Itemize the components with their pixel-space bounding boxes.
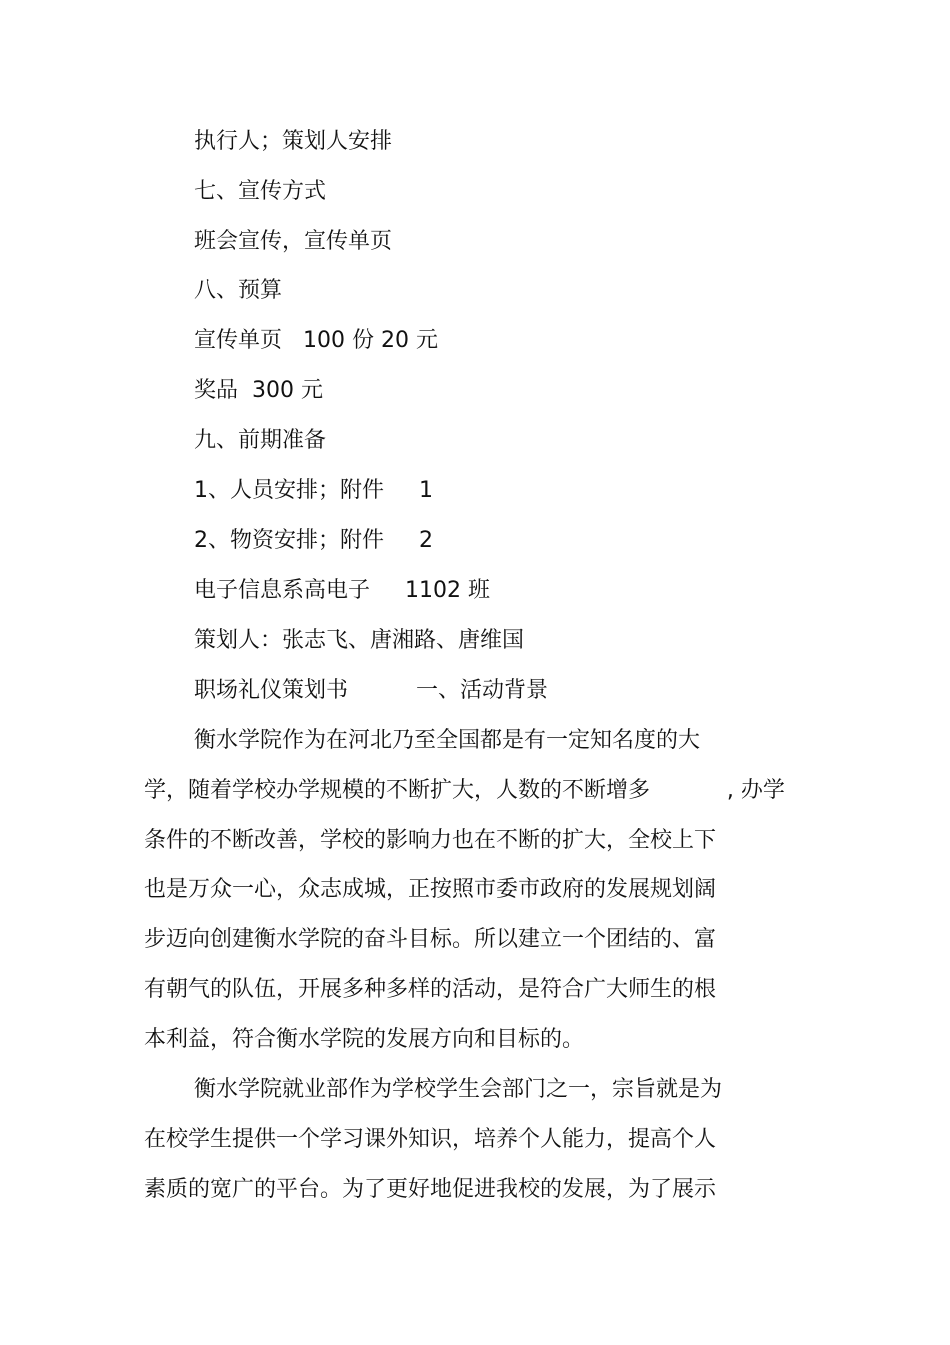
list-line: 1、人员安排；附件 1 bbox=[194, 478, 433, 503]
document-title: 职场礼仪策划书 bbox=[194, 678, 349, 703]
section-heading: 一、活动背景 bbox=[416, 678, 549, 703]
paragraph-line: 素质的宽广的平台。为了更好地促进我校的发展，为了展示 bbox=[144, 1177, 717, 1202]
paragraph-line: 衡水学院作为在河北乃至全国都是有一定知名度的大 bbox=[194, 728, 701, 753]
paragraph-line: 步迈向创建衡水学院的奋斗目标。所以建立一个团结的、富 bbox=[144, 927, 717, 952]
list-line: 执行人；策划人安排 bbox=[194, 129, 393, 154]
title-line bbox=[194, 677, 548, 705]
list-line: 策划人：张志飞、唐湘路、唐维国 bbox=[194, 628, 525, 653]
paragraph-line: 在校学生提供一个学习课外知识，培养个人能力，提高个人 bbox=[144, 1127, 717, 1152]
paragraph-line: 衡水学院就业部作为学校学生会部门之一，宗旨就是为 bbox=[194, 1077, 723, 1102]
paragraph-line: 也是万众一心，众志成城，正按照市委市政府的发展规划阔 bbox=[144, 877, 717, 902]
paragraph-line: 本利益，符合衡水学院的发展方向和目标的。 bbox=[144, 1027, 585, 1052]
list-line: 八、预算 bbox=[194, 278, 283, 303]
list-line: 奖品 300 元 bbox=[194, 378, 323, 403]
paragraph-line: 学，随着学校办学规模的不断扩大，人数的不断增多 , 办学 bbox=[144, 778, 785, 803]
list-line: 2、物资安排；附件 2 bbox=[194, 528, 433, 553]
paragraph-line: 条件的不断改善，学校的影响力也在不断的扩大，全校上下 bbox=[144, 828, 717, 853]
list-line: 七、宣传方式 bbox=[194, 179, 327, 204]
list-line: 九、前期准备 bbox=[194, 428, 327, 453]
list-line: 电子信息系高电子 1102 班 bbox=[194, 578, 490, 603]
paragraph-line: 有朝气的队伍，开展多种多样的活动，是符合广大师生的根 bbox=[144, 977, 717, 1002]
list-line: 宣传单页 100 份 20 元 bbox=[194, 328, 438, 353]
list-line: 班会宣传，宣传单页 bbox=[194, 229, 393, 254]
